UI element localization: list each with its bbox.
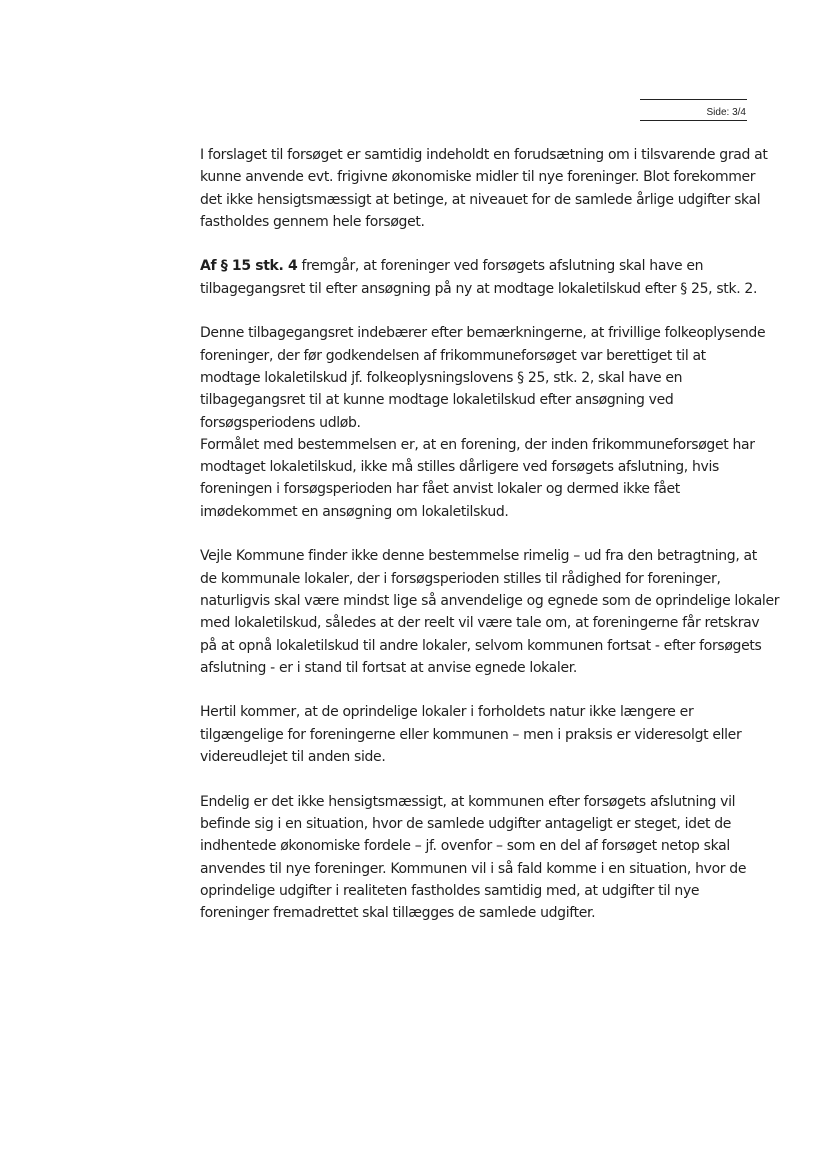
text-line: modtage lokaletilskud jf. folkeoplysningslovens § 25, stk. 2, skal have en: [200, 369, 683, 386]
text-line: befinde sig i en situation, hvor de samlede udgifter antageligt er steget, idet de: [200, 815, 732, 832]
text-line: naturligvis skal være mindst lige så anvendelige og egnede som de oprindelige lokaler: [200, 592, 780, 609]
header-rule-bottom: [640, 120, 747, 121]
text-fragment: fremgår, at foreninger ved forsøgets afslutning skal have en: [297, 258, 704, 275]
section-reference: Af § 15 stk. 4: [200, 258, 298, 275]
paragraph-forslaget: [200, 144, 768, 233]
text-line: Endelig er det ikke hensigtsmæssigt, at kommunen efter forsøgets afslutning vil: [200, 793, 736, 810]
text-line: tilbagegangsret til efter ansøgning på ny at modtage lokaletilskud efter § 25, stk. 2.: [200, 280, 758, 297]
paragraph-vejle-kommune: [200, 545, 780, 679]
text-line: Vejle Kommune finder ikke denne bestemmelse rimelig – ud fra den betragtning, at: [200, 548, 757, 565]
text-line: anvendes til nye foreninger. Kommunen vil i så fald komme i en situation, hvor de: [200, 860, 747, 877]
text-line: indhentede økonomiske fordele – jf. ovenfor – som en del af forsøget netop skal: [200, 838, 730, 855]
text-line: de kommunale lokaler, der i forsøgsperioden stilles til rådighed for foreninger,: [200, 570, 721, 587]
text-line: fastholdes gennem hele forsøget.: [200, 213, 425, 230]
page-number: Side: 3/4: [706, 107, 746, 118]
text-line: videreudlejet til anden side.: [200, 749, 386, 766]
text-line: I forslaget til forsøget er samtidig indeholdt en forudsætning om i tilsvarende grad at: [200, 147, 768, 163]
text-line: [200, 255, 760, 277]
text-line: tilgængelige for foreningerne eller kommunen – men i praksis er videresolgt eller: [200, 726, 742, 743]
text-line: Denne tilbagegangsret indebærer efter bemærkningerne, at frivillige folkeoplysende: [200, 325, 766, 342]
text-line: oprindelige udgifter i realiteten fastholdes samtidig med, at udgifter til nye: [200, 882, 700, 899]
paragraph-tilbagegangsret: [200, 322, 766, 433]
text-line: det ikke hensigtsmæssigt at betinge, at niveauet for de samlede årlige udgifter skal: [200, 191, 761, 208]
text-line: med lokaletilskud, således at der reelt vil være tale om, at foreningerne får retskrav: [200, 615, 760, 632]
paragraph-endelig: [200, 791, 760, 925]
text-line: tilbagegangsret til at kunne modtage lokaletilskud efter ansøgning ved: [200, 392, 674, 409]
text-line: på at opnå lokaletilskud til andre lokaler, selvom kommunen fortsat - efter forsøgets: [200, 637, 762, 654]
text-line: foreninger fremadrettet skal tillægges de samlede udgifter.: [200, 905, 596, 922]
text-line: forsøgsperiodens udløb.: [200, 414, 361, 431]
text-line: Hertil kommer, at de oprindelige lokaler i forholdets natur ikke længere er: [200, 704, 694, 721]
text-line: afslutning - er i stand til fortsat at anvise egnede lokaler.: [200, 659, 577, 676]
text-line: Formålet med bestemmelsen er, at en forening, der inden frikommuneforsøget har: [200, 436, 755, 453]
paragraph-paragraf-15: [200, 255, 760, 300]
text-line: kunne anvende evt. frigivne økonomiske midler til nye foreninger. Blot forekommer: [200, 169, 756, 186]
text-line: imødekommet en ansøgning om lokaletilskud.: [200, 503, 509, 520]
document-body: [200, 144, 780, 947]
paragraph-formaalet: [200, 434, 760, 523]
text-line: foreninger, der før godkendelsen af frikommuneforsøget var berettiget til at: [200, 347, 706, 364]
text-line: foreningen i forsøgsperioden har fået anvist lokaler og dermed ikke fået: [200, 481, 680, 498]
header-rule-top: [640, 99, 747, 100]
paragraph-hertil: [200, 701, 760, 768]
text-line: modtaget lokaletilskud, ikke må stilles dårligere ved forsøgets afslutning, hvis: [200, 459, 719, 476]
